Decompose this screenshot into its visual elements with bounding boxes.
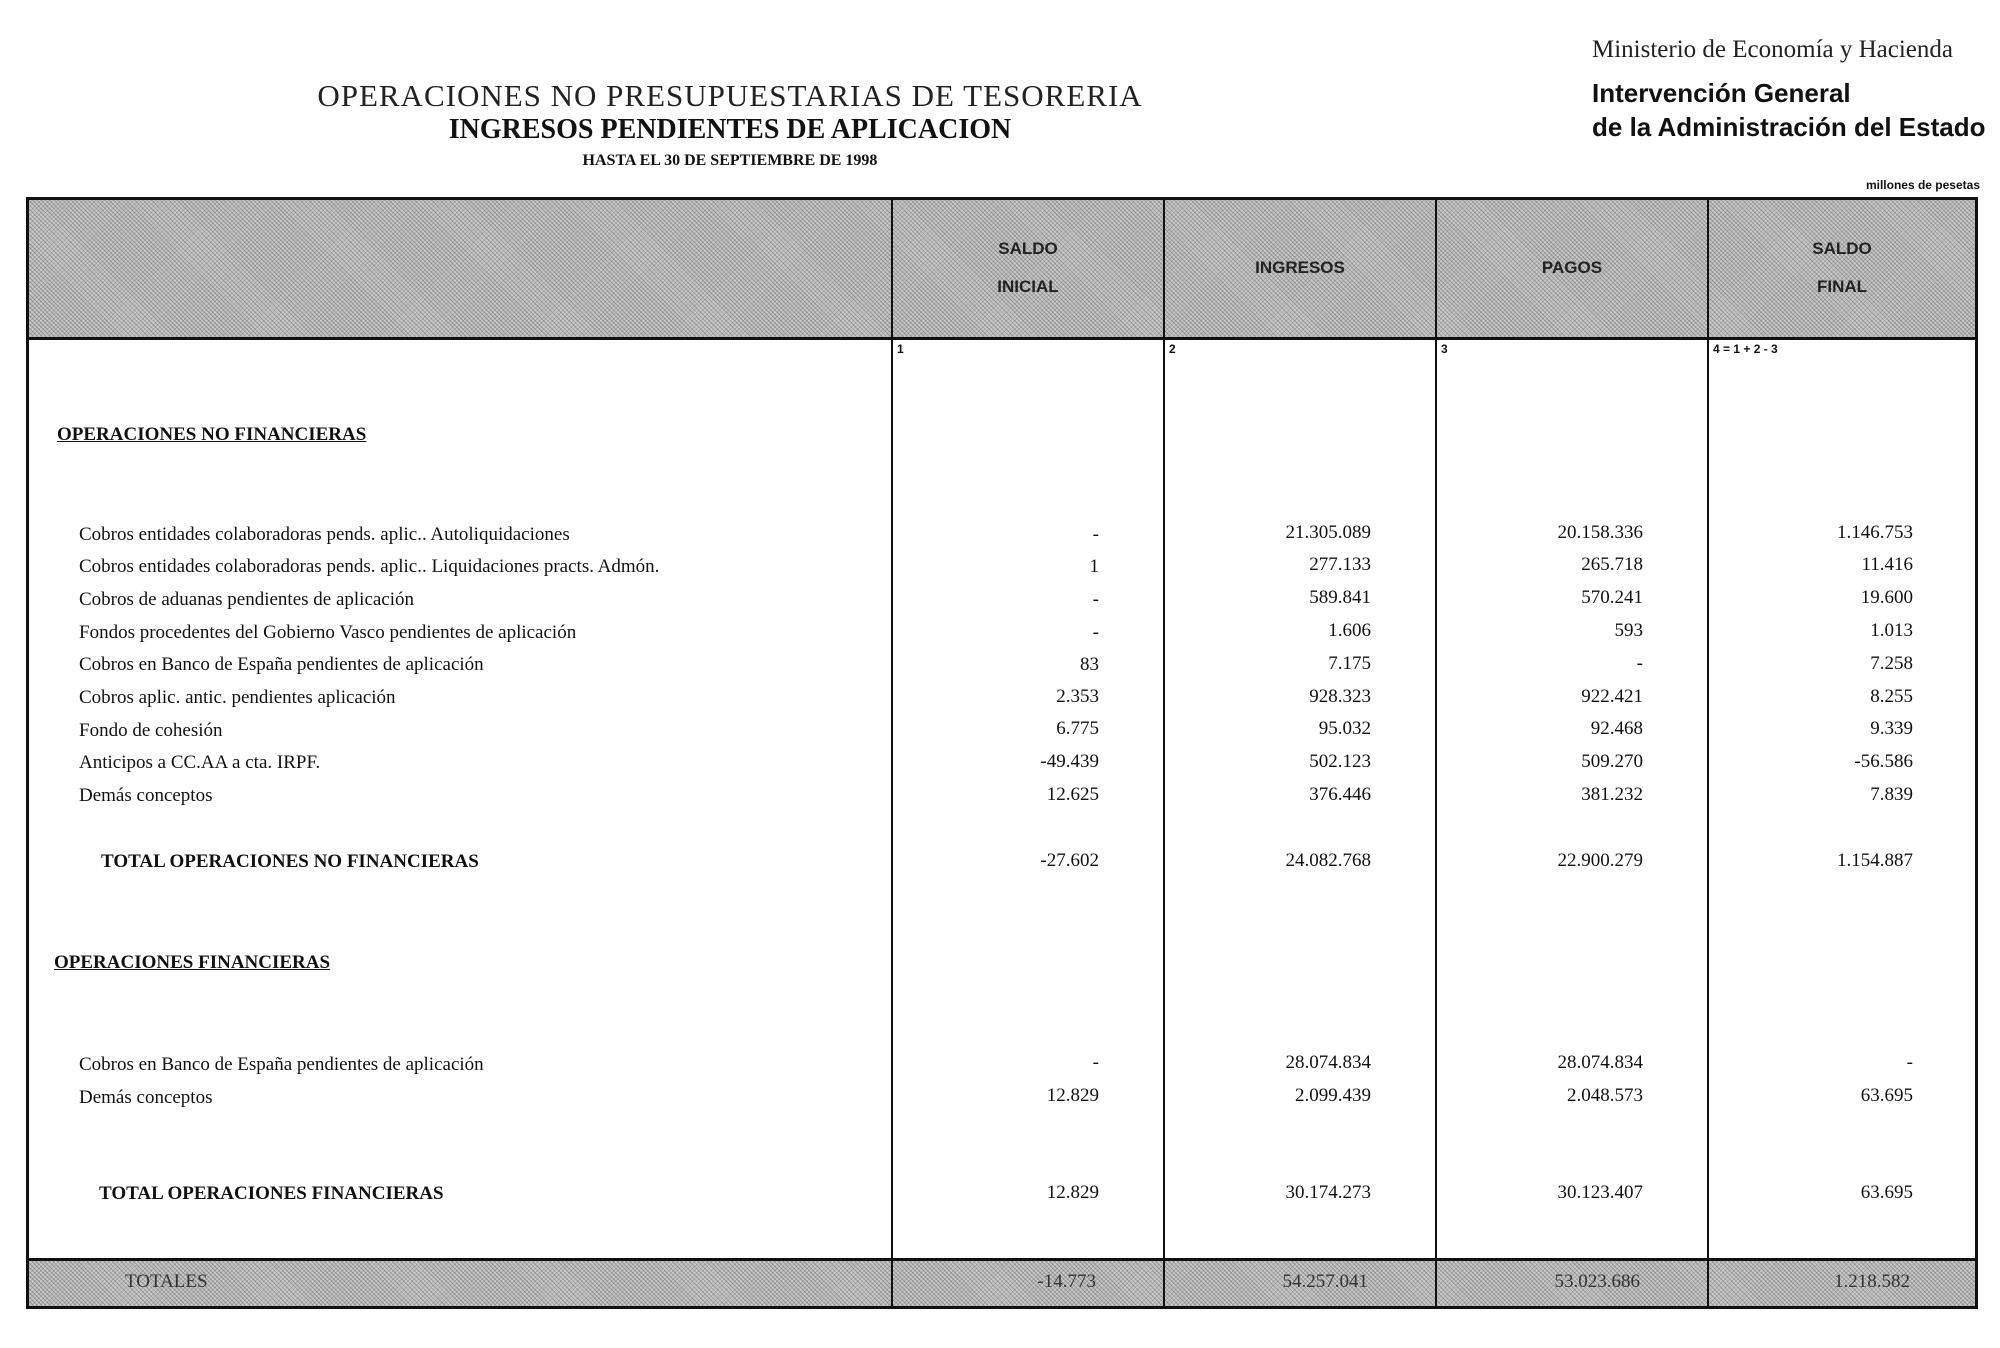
col-header-line: FINAL: [1816, 277, 1868, 296]
col-header-ingresos: [1165, 249, 1435, 287]
cell-pagos: 20.158.336: [1557, 522, 1643, 543]
col-header-line: SALDO: [1812, 239, 1872, 258]
row-label: Cobros en Banco de España pendientes de aplicación: [79, 654, 484, 675]
row-label: Fondo de cohesión: [79, 720, 223, 741]
cell-ingresos: 277.133: [1309, 554, 1371, 575]
col-number: 2: [1169, 342, 1176, 356]
report-date: HASTA EL 30 DE SEPTIEMBRE DE 1998: [582, 152, 878, 169]
row-label: Cobros de aduanas pendientes de aplicación: [79, 589, 415, 610]
column-divider: [1435, 200, 1437, 1306]
col-number: 3: [1441, 342, 1448, 356]
cell-saldo-inicial: 1: [1089, 556, 1099, 577]
cell-saldo-inicial: 12.829: [1046, 1085, 1099, 1106]
cell-saldo-final: 63.695: [1860, 1182, 1913, 1203]
cell-saldo-final: 63.695: [1860, 1085, 1913, 1106]
cell-saldo-inicial: -49.439: [1040, 751, 1099, 772]
row-label: Anticipos a CC.AA a cta. IRPF.: [79, 752, 321, 773]
col-header-saldo-inicial: [893, 230, 1163, 306]
column-divider: [891, 200, 893, 1306]
cell-saldo-final: 1.146.753: [1837, 522, 1913, 543]
cell-saldo-inicial: 2.353: [1056, 686, 1099, 707]
cell-ingresos: 28.074.834: [1285, 1052, 1371, 1073]
totals-row: [29, 1258, 1975, 1306]
col-header-saldo-final: [1709, 230, 1975, 306]
col-number: 4 = 1 + 2 - 3: [1713, 342, 1778, 356]
cell-saldo-inicial: -: [1092, 1052, 1099, 1073]
cell-pagos: 2.048.573: [1567, 1085, 1643, 1106]
report-subtitle: INGRESOS PENDIENTES DE APLICACION: [448, 114, 1012, 145]
column-divider: [1707, 200, 1709, 1306]
ministry-name: Ministerio de Economía y Hacienda: [1592, 36, 1953, 63]
agency-name-line1: Intervención General: [1592, 78, 1851, 108]
cell-pagos: 381.232: [1581, 784, 1643, 805]
cell-ingresos: 1.606: [1328, 620, 1371, 641]
cell-ingresos: 21.305.089: [1285, 522, 1371, 543]
cell-saldo-final: 7.839: [1870, 784, 1913, 805]
cell-pagos: 92.468: [1590, 718, 1643, 739]
row-label: Demás conceptos: [79, 785, 213, 806]
total-label: TOTAL OPERACIONES FINANCIERAS: [99, 1183, 444, 1204]
cell-ingresos: 928.323: [1309, 686, 1371, 707]
cell-saldo-inicial: 6.775: [1056, 718, 1099, 739]
total-label: TOTAL OPERACIONES NO FINANCIERAS: [101, 851, 479, 872]
cell-saldo-final: 11.416: [1861, 554, 1913, 575]
cell-pagos: 265.718: [1581, 554, 1643, 575]
cell-ingresos: 7.175: [1328, 653, 1371, 674]
totals-ingresos: 54.257.041: [1282, 1271, 1368, 1292]
row-label: Cobros aplic. antic. pendientes aplicación: [79, 687, 396, 708]
totals-saldo-final: 1.218.582: [1834, 1271, 1910, 1292]
row-label: Cobros entidades colaboradoras pends. aplic.. Liquidaciones practs. Admón.: [79, 556, 660, 577]
cell-saldo-inicial: 83: [1080, 654, 1099, 675]
row-label: Demás conceptos: [79, 1087, 213, 1108]
col-header-line: INGRESOS: [1255, 258, 1345, 277]
cell-saldo-final: -: [1906, 1052, 1913, 1073]
cell-saldo-inicial: -27.602: [1040, 850, 1099, 871]
cell-saldo-final: 9.339: [1870, 718, 1913, 739]
col-header-line: PAGOS: [1541, 258, 1603, 277]
cell-pagos: 593: [1614, 620, 1643, 641]
cell-pagos: -: [1636, 653, 1643, 674]
cell-saldo-inicial: -: [1092, 589, 1099, 610]
cell-pagos: 922.421: [1581, 686, 1643, 707]
col-header-pagos: [1437, 249, 1707, 287]
totals-label: TOTALES: [125, 1271, 208, 1292]
cell-ingresos: 95.032: [1318, 718, 1371, 739]
cell-pagos: 509.270: [1581, 751, 1643, 772]
section-title-financieras: OPERACIONES FINANCIERAS: [54, 952, 331, 973]
totals-saldo-inicial: -14.773: [1037, 1271, 1096, 1292]
section-title-no-financieras: OPERACIONES NO FINANCIERAS: [57, 424, 367, 445]
cell-ingresos: 376.446: [1309, 784, 1371, 805]
report-title: OPERACIONES NO PRESUPUESTARIAS DE TESORERIA: [317, 78, 1143, 113]
cell-saldo-final: 8.255: [1870, 686, 1913, 707]
cell-saldo-final: 19.600: [1860, 587, 1913, 608]
row-label: Cobros entidades colaboradoras pends. aplic.. Autoliquidaciones: [79, 524, 570, 545]
cell-saldo-inicial: -: [1092, 622, 1099, 643]
cell-ingresos: 589.841: [1309, 587, 1371, 608]
col-header-line: INICIAL: [997, 277, 1059, 296]
cell-ingresos: 24.082.768: [1285, 850, 1371, 871]
report-table: [26, 197, 1978, 1309]
cell-ingresos: 2.099.439: [1295, 1085, 1371, 1106]
cell-pagos: 30.123.407: [1557, 1182, 1643, 1203]
agency-name-line2: de la Administración del Estado: [1592, 112, 1986, 142]
cell-saldo-final: 1.154.887: [1837, 850, 1913, 871]
cell-pagos: 22.900.279: [1557, 850, 1643, 871]
cell-saldo-inicial: 12.625: [1046, 784, 1099, 805]
cell-saldo-inicial: 12.829: [1046, 1182, 1099, 1203]
cell-saldo-inicial: -: [1092, 524, 1099, 545]
cell-pagos: 570.241: [1581, 587, 1643, 608]
cell-ingresos: 30.174.273: [1285, 1182, 1371, 1203]
cell-saldo-final: -56.586: [1854, 751, 1913, 772]
row-label: Cobros en Banco de España pendientes de aplicación: [79, 1054, 484, 1075]
totals-pagos: 53.023.686: [1554, 1271, 1640, 1292]
row-label: Fondos procedentes del Gobierno Vasco pendientes de aplicación: [79, 622, 577, 643]
cell-ingresos: 502.123: [1309, 751, 1371, 772]
cell-saldo-final: 1.013: [1870, 620, 1913, 641]
units-note: millones de pesetas: [1865, 178, 1980, 192]
cell-pagos: 28.074.834: [1557, 1052, 1643, 1073]
col-header-line: SALDO: [998, 239, 1058, 258]
cell-saldo-final: 7.258: [1870, 653, 1913, 674]
col-number: 1: [897, 342, 904, 356]
column-divider: [1163, 200, 1165, 1306]
